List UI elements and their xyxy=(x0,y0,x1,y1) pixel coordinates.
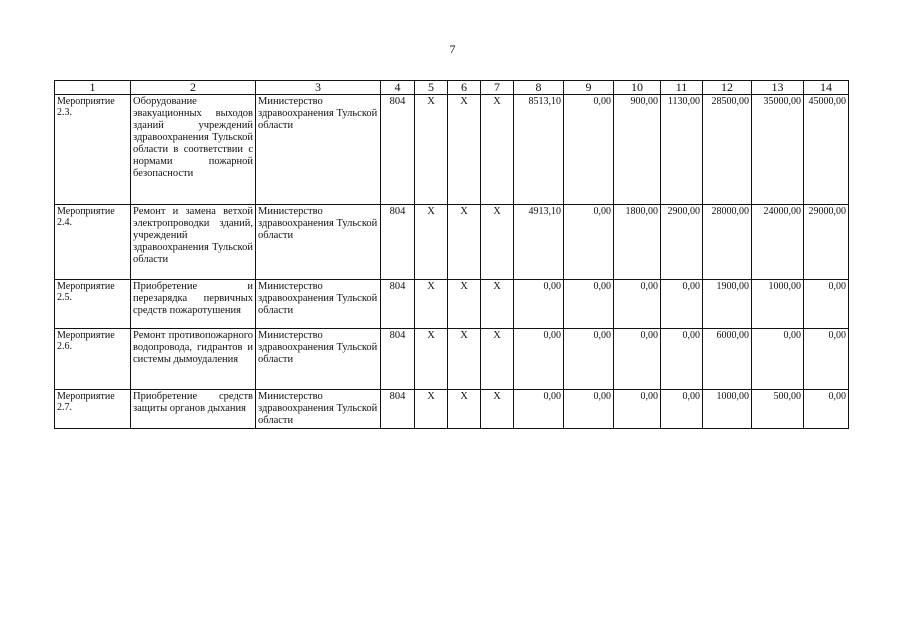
x-cell: Х xyxy=(481,280,514,329)
column-header: 4 xyxy=(381,81,415,95)
x-cell: Х xyxy=(415,95,448,205)
column-header: 2 xyxy=(131,81,256,95)
table-row xyxy=(55,95,849,205)
column-header: 10 xyxy=(614,81,661,95)
x-cell: Х xyxy=(415,390,448,429)
responsible-cell: Министерство здравоохранения Тульской области xyxy=(256,329,381,390)
amount-cell: 0,00 xyxy=(514,329,564,390)
amount-cell: 0,00 xyxy=(564,280,614,329)
code-cell: 804 xyxy=(381,390,415,429)
x-cell: Х xyxy=(481,205,514,280)
measure-id-cell: Мероприятие 2.7. xyxy=(55,390,131,429)
code-cell: 804 xyxy=(381,329,415,390)
x-cell: Х xyxy=(481,329,514,390)
table-row xyxy=(55,329,849,390)
column-header: 12 xyxy=(703,81,752,95)
column-header: 8 xyxy=(514,81,564,95)
x-cell: Х xyxy=(448,390,481,429)
amount-cell: 1900,00 xyxy=(703,280,752,329)
budget-table xyxy=(54,80,849,429)
responsible-cell: Министерство здравоохранения Тульской области xyxy=(256,95,381,205)
amount-cell: 0,00 xyxy=(661,280,703,329)
amount-cell: 1130,00 xyxy=(661,95,703,205)
amount-cell: 0,00 xyxy=(564,205,614,280)
column-header: 14 xyxy=(804,81,849,95)
amount-cell: 45000,00 xyxy=(804,95,849,205)
column-header: 9 xyxy=(564,81,614,95)
code-cell: 804 xyxy=(381,95,415,205)
amount-cell: 900,00 xyxy=(614,95,661,205)
amount-cell: 0,00 xyxy=(804,329,849,390)
x-cell: Х xyxy=(415,205,448,280)
responsible-cell: Министерство здравоохранения Тульской области xyxy=(256,390,381,429)
column-header: 6 xyxy=(448,81,481,95)
header-row xyxy=(55,81,849,95)
description-cell: Оборудование эвакуационных выходов зданий учреждений здравоохранения Тульской области в соответствии с нормами пожарной безопасности xyxy=(131,95,256,205)
amount-cell: 0,00 xyxy=(564,390,614,429)
x-cell: Х xyxy=(448,329,481,390)
column-header: 13 xyxy=(752,81,804,95)
table-row xyxy=(55,205,849,280)
amount-cell: 1000,00 xyxy=(752,280,804,329)
amount-cell: 2900,00 xyxy=(661,205,703,280)
amount-cell: 1000,00 xyxy=(703,390,752,429)
amount-cell: 0,00 xyxy=(661,329,703,390)
amount-cell: 35000,00 xyxy=(752,95,804,205)
column-header: 3 xyxy=(256,81,381,95)
x-cell: Х xyxy=(448,205,481,280)
description-cell: Ремонт противопожарного водопровода, гидрантов и системы дымоудаления xyxy=(131,329,256,390)
responsible-cell: Министерство здравоохранения Тульской области xyxy=(256,205,381,280)
table-row xyxy=(55,390,849,429)
amount-cell: 0,00 xyxy=(514,280,564,329)
x-cell: Х xyxy=(448,280,481,329)
amount-cell: 6000,00 xyxy=(703,329,752,390)
amount-cell: 0,00 xyxy=(752,329,804,390)
measure-id-cell: Мероприятие 2.4. xyxy=(55,205,131,280)
table-row xyxy=(55,280,849,329)
amount-cell: 28500,00 xyxy=(703,95,752,205)
column-header: 7 xyxy=(481,81,514,95)
measure-id-cell: Мероприятие 2.3. xyxy=(55,95,131,205)
code-cell: 804 xyxy=(381,280,415,329)
amount-cell: 8513,10 xyxy=(514,95,564,205)
column-header: 11 xyxy=(661,81,703,95)
description-cell: Приобретение и перезарядка первичных средств пожаротушения xyxy=(131,280,256,329)
amount-cell: 4913,10 xyxy=(514,205,564,280)
x-cell: Х xyxy=(481,95,514,205)
amount-cell: 0,00 xyxy=(614,280,661,329)
measure-id-cell: Мероприятие 2.6. xyxy=(55,329,131,390)
amount-cell: 0,00 xyxy=(514,390,564,429)
amount-cell: 0,00 xyxy=(564,329,614,390)
amount-cell: 0,00 xyxy=(614,329,661,390)
amount-cell: 0,00 xyxy=(804,280,849,329)
amount-cell: 24000,00 xyxy=(752,205,804,280)
amount-cell: 1800,00 xyxy=(614,205,661,280)
column-header: 5 xyxy=(415,81,448,95)
amount-cell: 29000,00 xyxy=(804,205,849,280)
amount-cell: 0,00 xyxy=(661,390,703,429)
description-cell: Ремонт и замена ветхой электропроводки зданий, учреждений здравоохранения Тульской области xyxy=(131,205,256,280)
x-cell: Х xyxy=(448,95,481,205)
x-cell: Х xyxy=(415,280,448,329)
x-cell: Х xyxy=(415,329,448,390)
amount-cell: 0,00 xyxy=(804,390,849,429)
x-cell: Х xyxy=(481,390,514,429)
measure-id-cell: Мероприятие 2.5. xyxy=(55,280,131,329)
description-cell: Приобретение средств защиты органов дыхания xyxy=(131,390,256,429)
amount-cell: 0,00 xyxy=(614,390,661,429)
column-header: 1 xyxy=(55,81,131,95)
responsible-cell: Министерство здравоохранения Тульской области xyxy=(256,280,381,329)
page-number: 7 xyxy=(449,42,456,56)
code-cell: 804 xyxy=(381,205,415,280)
amount-cell: 28000,00 xyxy=(703,205,752,280)
amount-cell: 500,00 xyxy=(752,390,804,429)
amount-cell: 0,00 xyxy=(564,95,614,205)
